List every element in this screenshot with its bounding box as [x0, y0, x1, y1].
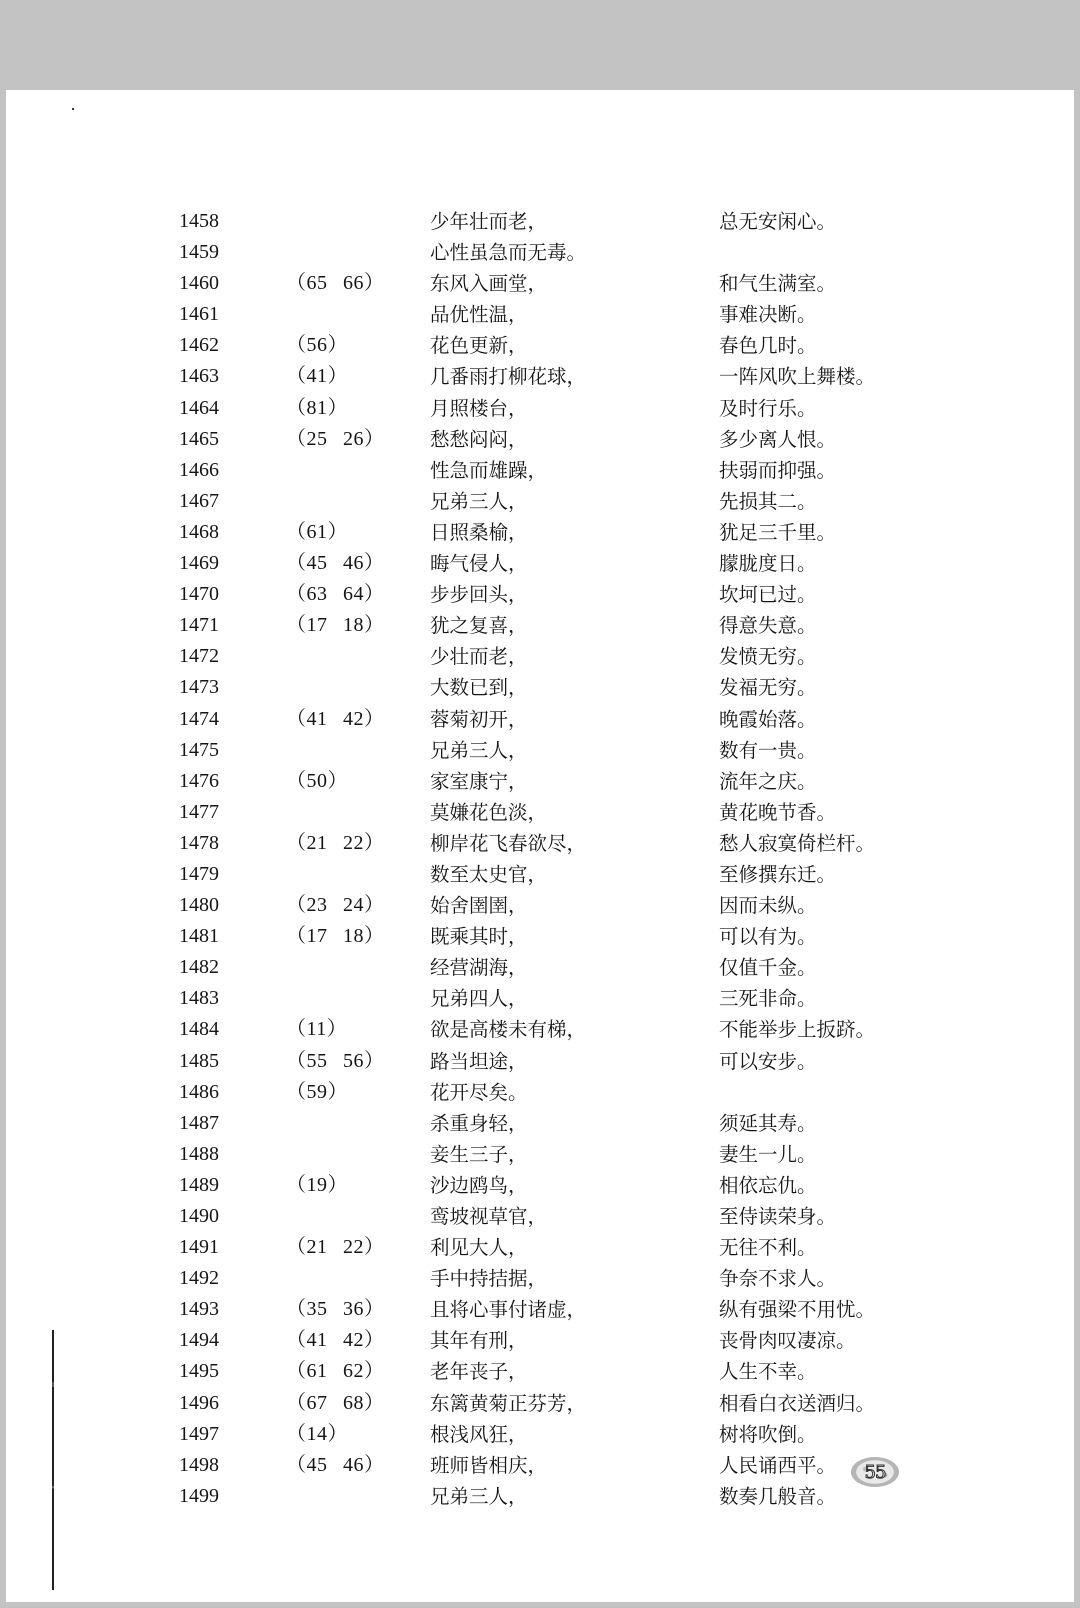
verse-second-line: 数有一贵。: [719, 738, 817, 762]
verse-row: [6, 610, 1074, 641]
verse-second-line: 树将吹倒。: [719, 1422, 817, 1446]
verse-second-line: 相依忘仇。: [719, 1173, 817, 1197]
entry-reference: （61 62）: [286, 1360, 385, 1383]
entry-number: 1481: [179, 925, 219, 948]
entry-number: 1499: [179, 1484, 219, 1507]
entry-number: 1463: [179, 365, 219, 388]
verse-second-line: 朦胧度日。: [719, 552, 817, 576]
entry-number: 1492: [179, 1267, 219, 1290]
entry-number: 1476: [179, 769, 219, 792]
verse-row: [6, 1294, 1074, 1325]
entry-reference: （67 68）: [286, 1391, 385, 1414]
verse-second-line: 可以安步。: [719, 1049, 817, 1073]
entry-number: 1461: [179, 303, 219, 326]
verse-first-line: 东篱黄菊正芬芳，: [430, 1391, 587, 1415]
verse-second-line: 一阵风吹上舞楼。: [719, 365, 876, 389]
entry-number: 1471: [179, 614, 219, 637]
entry-reference: （41）: [286, 365, 348, 388]
entry-number: 1480: [179, 894, 219, 917]
verse-first-line: 几番雨打柳花球，: [430, 365, 587, 389]
entry-number: 1473: [179, 676, 219, 699]
verse-row: [6, 828, 1074, 859]
verse-second-line: 发福无穷。: [719, 676, 817, 700]
entry-number: 1462: [179, 334, 219, 357]
entry-reference: （25 26）: [286, 427, 385, 450]
verse-second-line: 黄花晚节香。: [719, 800, 837, 824]
verse-row: [6, 1014, 1074, 1045]
book-page: [6, 90, 1074, 1602]
entry-reference: （11）: [286, 1018, 348, 1041]
entry-reference: （56）: [286, 334, 348, 357]
entry-reference: （21 22）: [286, 1236, 385, 1259]
verse-row: [6, 921, 1074, 952]
verse-first-line: 性急而雄躁，: [430, 458, 548, 482]
entry-number: 1465: [179, 427, 219, 450]
verse-row: [6, 1356, 1074, 1387]
entry-number: 1475: [179, 738, 219, 761]
verse-second-line: 得意失意。: [719, 614, 817, 638]
entry-number: 1460: [179, 272, 219, 295]
verse-row: [6, 704, 1074, 735]
verse-first-line: 根浅风狂，: [430, 1422, 528, 1446]
entry-number: 1464: [179, 396, 219, 419]
entry-number: 1474: [179, 707, 219, 730]
verse-row: [6, 206, 1074, 237]
verse-first-line: 花色更新，: [430, 334, 528, 358]
entry-number: 1466: [179, 458, 219, 481]
verse-second-line: 不能举步上扳跻。: [719, 1018, 876, 1042]
verse-row: [6, 1232, 1074, 1263]
verse-list: [6, 206, 1074, 1512]
entry-reference: （63 64）: [286, 583, 385, 606]
verse-second-line: 人民诵西平。: [719, 1453, 837, 1477]
verse-first-line: 兄弟四人，: [430, 987, 528, 1011]
entry-number: 1495: [179, 1360, 219, 1383]
verse-first-line: 心性虽急而无毒。: [430, 241, 587, 265]
entry-reference: （41 42）: [286, 1329, 385, 1352]
verse-first-line: 东风入画堂，: [430, 272, 548, 296]
entry-number: 1477: [179, 800, 219, 823]
entry-reference: （35 36）: [286, 1298, 385, 1321]
verse-second-line: 流年之庆。: [719, 769, 817, 793]
verse-first-line: 兄弟三人，: [430, 489, 528, 513]
verse-second-line: 须延其寿。: [719, 1111, 817, 1135]
verse-first-line: 且将心事付诸虚，: [430, 1298, 587, 1322]
verse-first-line: 大数已到，: [430, 676, 528, 700]
entry-number: 1478: [179, 831, 219, 854]
entry-reference: （23 24）: [286, 894, 385, 917]
entry-number: 1498: [179, 1453, 219, 1476]
verse-second-line: 纵有强梁不用忧。: [719, 1298, 876, 1322]
verse-first-line: 蓉菊初开，: [430, 707, 528, 731]
verse-row: [6, 1201, 1074, 1232]
entry-reference: （21 22）: [286, 831, 385, 854]
verse-first-line: 鸾坡视草官，: [430, 1205, 548, 1228]
entry-number: 1494: [179, 1329, 219, 1352]
verse-first-line: 家室康宁，: [430, 769, 528, 793]
entry-number: 1482: [179, 956, 219, 979]
verse-first-line: 月照楼台，: [430, 396, 528, 420]
entry-reference: （61）: [286, 520, 348, 543]
verse-row: [6, 641, 1074, 672]
verse-second-line: 晚霞始落。: [719, 707, 817, 731]
verse-second-line: 发愤无穷。: [719, 645, 817, 669]
verse-first-line: 利见大人，: [430, 1236, 528, 1260]
verse-row: [6, 330, 1074, 361]
entry-reference: （45 46）: [286, 1453, 385, 1476]
verse-row: [6, 455, 1074, 486]
verse-first-line: 数至太史官，: [430, 862, 548, 886]
verse-first-line: 经营湖海，: [430, 956, 528, 980]
verse-second-line: 至修撰东迁。: [719, 862, 837, 886]
verse-row: [6, 890, 1074, 921]
verse-second-line: 数奏几般音。: [719, 1484, 837, 1508]
verse-first-line: 步步回头，: [430, 583, 528, 607]
entry-reference: （55 56）: [286, 1049, 385, 1072]
verse-row: [6, 268, 1074, 299]
verse-row: [6, 361, 1074, 392]
verse-row: [6, 1325, 1074, 1356]
verse-second-line: 扶弱而抑强。: [719, 458, 837, 482]
entry-reference: （41 42）: [286, 707, 385, 730]
verse-row: [6, 393, 1074, 424]
entry-number: 1496: [179, 1391, 219, 1414]
entry-number: 1485: [179, 1049, 219, 1072]
entry-number: 1487: [179, 1111, 219, 1134]
verse-first-line: 欲是高楼未有梯，: [430, 1018, 587, 1042]
verse-first-line: 其年有刑，: [430, 1329, 528, 1353]
verse-second-line: 无往不利。: [719, 1236, 817, 1260]
entry-number: 1489: [179, 1173, 219, 1196]
verse-second-line: 三死非命。: [719, 987, 817, 1011]
verse-first-line: 莫嫌花色淡，: [430, 800, 548, 824]
verse-first-line: 老年丧子，: [430, 1360, 528, 1384]
entry-number: 1479: [179, 862, 219, 885]
verse-first-line: 品优性温，: [430, 303, 528, 327]
entry-reference: （81）: [286, 396, 348, 419]
verse-first-line: 沙边鸥鸟，: [430, 1173, 528, 1197]
verse-second-line: 可以有为。: [719, 925, 817, 949]
entry-reference: （65 66）: [286, 272, 385, 295]
verse-row: [6, 672, 1074, 703]
verse-row: [6, 237, 1074, 268]
verse-first-line: 花开尽矣。: [430, 1080, 528, 1104]
verse-row: [6, 1481, 1074, 1512]
verse-row: [6, 486, 1074, 517]
entry-reference: （19）: [286, 1173, 348, 1196]
verse-row: [6, 1077, 1074, 1108]
verse-second-line: 犹足三千里。: [719, 520, 837, 544]
verse-first-line: 既乘其时，: [430, 925, 528, 949]
verse-row: [6, 1388, 1074, 1419]
verse-second-line: 事难决断。: [719, 303, 817, 327]
verse-row: [6, 299, 1074, 330]
verse-second-line: 及时行乐。: [719, 396, 817, 420]
verse-row: [6, 1108, 1074, 1139]
verse-first-line: 少年壮而老，: [430, 210, 548, 233]
entry-reference: （17 18）: [286, 614, 385, 637]
entry-number: 1493: [179, 1298, 219, 1321]
entry-reference: （45 46）: [286, 552, 385, 575]
entry-number: 1488: [179, 1142, 219, 1165]
verse-second-line: 至侍读荣身。: [719, 1205, 837, 1228]
verse-second-line: 人生不幸。: [719, 1360, 817, 1384]
verse-second-line: 仅值千金。: [719, 956, 817, 980]
verse-row: [6, 797, 1074, 828]
verse-first-line: 少壮而老，: [430, 645, 528, 669]
verse-row: [6, 735, 1074, 766]
entry-reference: （59）: [286, 1080, 348, 1103]
entry-reference: （50）: [286, 769, 348, 792]
verse-row: [6, 548, 1074, 579]
entry-number: 1490: [179, 1205, 219, 1227]
verse-first-line: 路当坦途，: [430, 1049, 528, 1073]
verse-first-line: 柳岸花飞春欲尽，: [430, 831, 587, 855]
entry-number: 1472: [179, 645, 219, 668]
verse-second-line: 春色几时。: [719, 334, 817, 358]
verse-first-line: 日照桑榆，: [430, 520, 528, 544]
verse-first-line: 兄弟三人，: [430, 1484, 528, 1508]
verse-row: [6, 1170, 1074, 1201]
entry-number: 1491: [179, 1236, 219, 1259]
verse-first-line: 班师皆相庆，: [430, 1453, 548, 1477]
verse-first-line: 妾生三子，: [430, 1142, 528, 1166]
verse-row: [6, 1263, 1074, 1294]
verse-second-line: 坎坷已过。: [719, 583, 817, 607]
verse-second-line: 妻生一儿。: [719, 1142, 817, 1166]
entry-number: 1469: [179, 552, 219, 575]
verse-first-line: 手中持拮据，: [430, 1267, 548, 1291]
verse-row: [6, 1450, 1074, 1481]
verse-first-line: 始舍圉圉，: [430, 894, 528, 918]
entry-number: 1497: [179, 1422, 219, 1445]
verse-row: [6, 1046, 1074, 1077]
entry-number: 1484: [179, 1018, 219, 1041]
entry-number: 1470: [179, 583, 219, 606]
verse-row: [6, 579, 1074, 610]
entry-reference: （14）: [286, 1422, 348, 1445]
verse-row: [6, 766, 1074, 797]
verse-first-line: 兄弟三人，: [430, 738, 528, 762]
verse-second-line: 多少离人恨。: [719, 427, 837, 451]
scan-speck: [72, 108, 74, 110]
entry-number: 1458: [179, 210, 219, 232]
verse-row: [6, 1139, 1074, 1170]
verse-first-line: 愁愁闷闷，: [430, 427, 528, 451]
verse-second-line: 总无安闲心。: [719, 210, 837, 233]
page-number-badge: [851, 1457, 899, 1487]
verse-second-line: 争奈不求人。: [719, 1267, 837, 1291]
verse-row: [6, 952, 1074, 983]
verse-row: [6, 517, 1074, 548]
verse-second-line: 因而未纵。: [719, 894, 817, 918]
entry-number: 1467: [179, 489, 219, 512]
entry-number: 1468: [179, 520, 219, 543]
verse-second-line: 相看白衣送酒归。: [719, 1391, 876, 1415]
verse-first-line: 杀重身轻，: [430, 1111, 528, 1135]
entry-number: 1483: [179, 987, 219, 1010]
entry-number: 1459: [179, 241, 219, 264]
verse-row: [6, 983, 1074, 1014]
entry-number: 1486: [179, 1080, 219, 1103]
entry-reference: （17 18）: [286, 925, 385, 948]
verse-row: [6, 1419, 1074, 1450]
page-number: 55: [864, 1461, 886, 1483]
verse-row: [6, 424, 1074, 455]
verse-second-line: 先损其二。: [719, 489, 817, 513]
verse-row: [6, 859, 1074, 890]
verse-second-line: 丧骨肉叹凄凉。: [719, 1329, 856, 1353]
verse-first-line: 晦气侵人，: [430, 552, 528, 576]
verse-second-line: 和气生满室。: [719, 272, 837, 296]
verse-first-line: 犹之复喜，: [430, 614, 528, 638]
verse-second-line: 愁人寂寞倚栏杆。: [719, 831, 876, 855]
